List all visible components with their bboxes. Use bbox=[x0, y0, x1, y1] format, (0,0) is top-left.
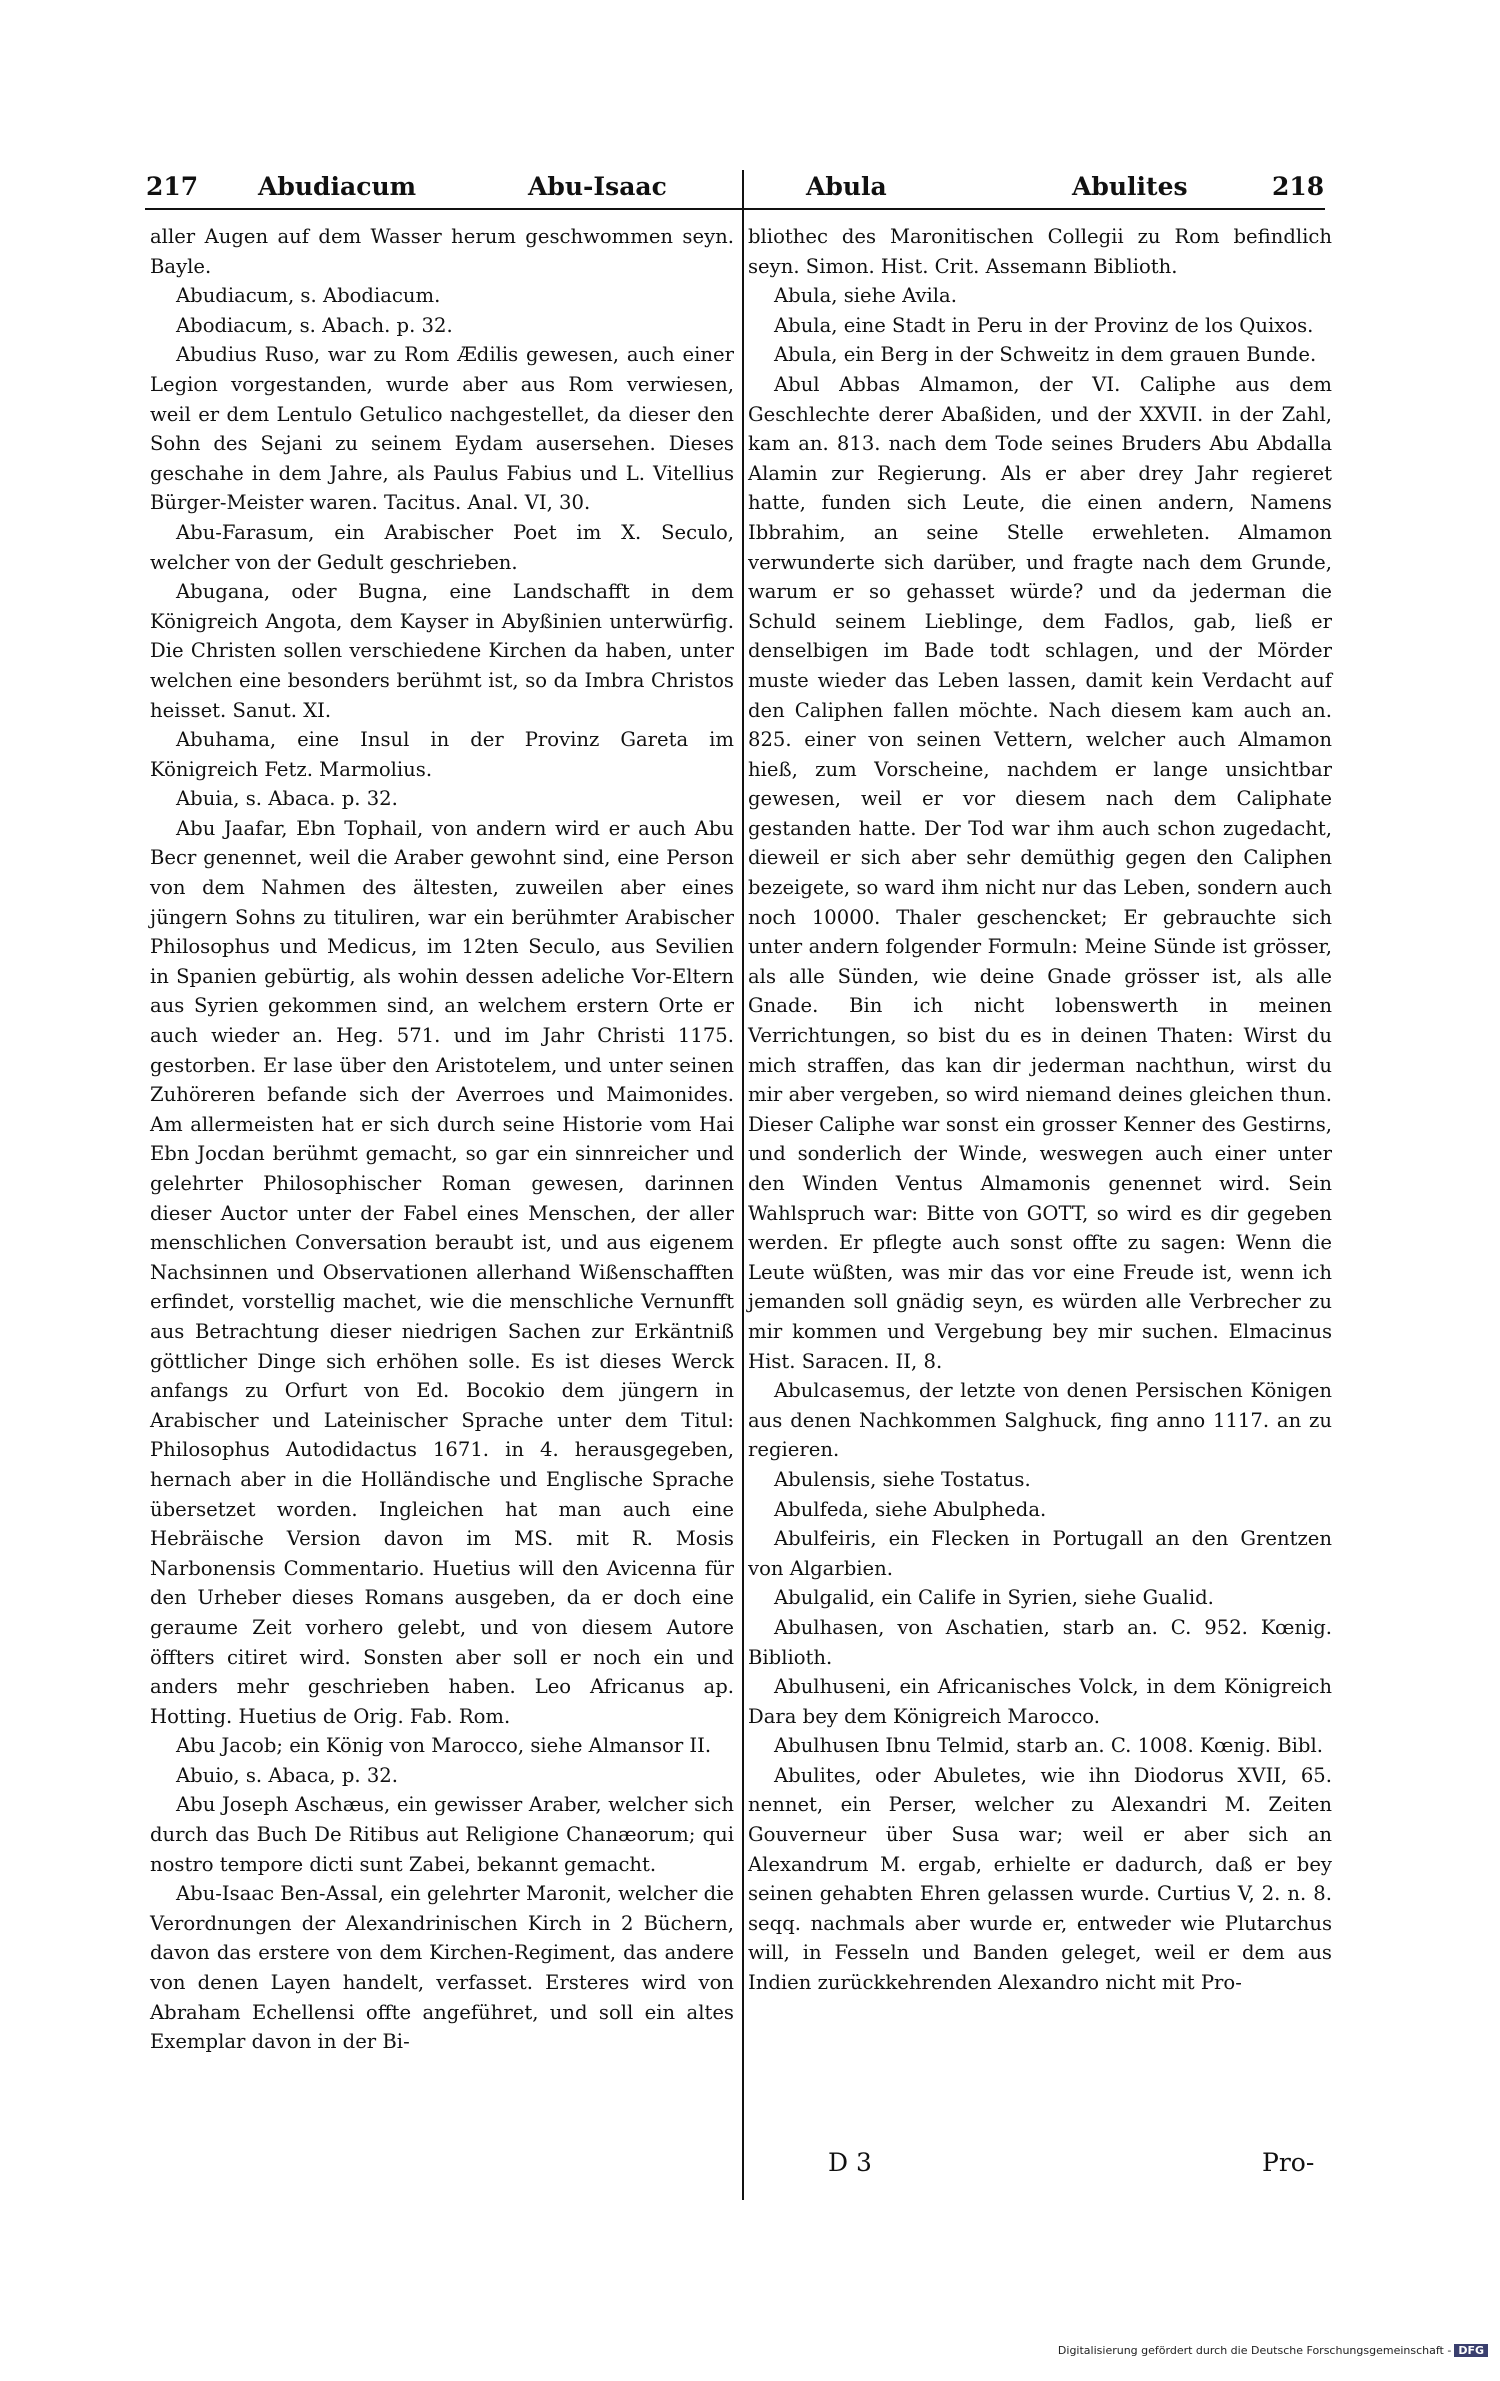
entry-text: Abulensis, siehe Tostatus. bbox=[774, 1467, 1031, 1491]
entry-text: Abulfeda, siehe Abulpheda. bbox=[774, 1497, 1047, 1521]
entry-text: Abula, siehe Avila. bbox=[774, 284, 957, 308]
entry-text: Abulites, oder Abuletes, wie ihn Diodorus XVII, 65. nennet, ein Perser, welcher zu Alexandri M. Zeiten Gouverneur über Susa war; weil er aber sich an Alexandrum M. ergab, erhielte er dadurch, daß er bey seinen gehabten Ehren gelassen wurde. Curtius V, 2. n. 8. seqq. nachmals aber wurde er, entweder wie Plutarchus will, in Fesseln und Banden geleget, weil er dem aus Indien zurückkehrenden Alexandro nicht mit Pro- bbox=[748, 1763, 1332, 1995]
entry-text: Abuia, s. Abaca. p. 32. bbox=[176, 787, 398, 811]
entry-text: aller Augen auf dem Wasser herum geschwommen seyn. Bayle. bbox=[150, 225, 734, 278]
entry-text: Abodiacum, s. Abach. p. 32. bbox=[176, 313, 453, 337]
running-head-3: Abula bbox=[806, 172, 887, 201]
entry-text: Abu Jaafar, Ebn Tophail, von andern wird er auch Abu Becr genennet, weil die Araber gewohnt sind, eine Person von dem Nahmen des ältesten, zuweilen aber eines jüngern Sohns zu tituliren, war ein berühmter Arabischer Philosophus und Medicus, im 12ten Seculo, aus Sevilien in Spanien gebürtig, als wohin dessen adeliche Vor-Eltern aus Syrien gekommen sind, an welchem erstern Orte er auch wieder an. Heg. 571. und im Jahr Christi 1175. gestorben. Er lase über den Aristotelem, und unter seinen Zuhöreren befande sich der Averroes und Maimonides. Am allermeisten hat er sich durch seine Historie vom Hai Ebn Jocdan berühmt gemacht, so gar ein sinnreicher und gelehrter Philosophischer Roman gewesen, darinnen dieser Auctor unter der Fabel eines Menschen, der aller menschlichen Conversation beraubt ist, und aus eigenem Nachsinnen und Observationen allerhand Wißenschafften erfindet, vorstellig machet, wie die menschliche Vernunfft aus Betrachtung dieser niedrigen Sachen zur Erkäntniß göttlicher Dinge sich erhöhen solle. Es ist dieses Werck anfangs zu Orfurt von Ed. Bocokio dem jüngern in Arabischer und Lateinischer Sprache unter dem Titul: Philosophus Autodidactus 1671. in 4. herausgegeben, hernach aber in die Holländische und Englische Sprache übersetzet worden. Ingleichen hat man auch eine Hebräische Version davon im MS. mit R. Mosis Narbonensis Commentario. Huetius will den Avicenna für den Urheber dieses Romans ausgeben, da er doch eine geraume Zeit vorhero gelebt, und von diesem Autore öffters citiret wird. Sonsten aber soll er noch ein und anders mehr geschrieben haben. Leo Africanus ap. Hotting. Huetius de Orig. Fab. Rom. bbox=[150, 816, 734, 1728]
entry-text: Abugana, oder Bugna, eine Landschafft in dem Königreich Angota, dem Kayser in Abyßinien unterwürfig. Die Christen sollen verschiedene Kirchen da haben, unter welchen eine besonders berühmt ist, so da Imbra Christos heisset. Sanut. XI. bbox=[150, 580, 734, 722]
entry-text: Abuio, s. Abaca, p. 32. bbox=[176, 1763, 398, 1787]
signature-mark: D 3 bbox=[828, 2148, 872, 2177]
entry-text: Abudius Ruso, war zu Rom Ædilis gewesen, auch einer Legion vorgestanden, wurde aber aus Rom verwiesen, weil er dem Lentulo Getulico nachgestellet, da dieser den Sohn des Sejani zu seinem Eydam ausersehen. Dieses geschahe in dem Jahre, als Paulus Fabius und L. Vitellius Bürger-Meister waren. Tacitus. Anal. VI, 30. bbox=[150, 343, 734, 515]
page-number-right: 218 bbox=[1272, 172, 1325, 201]
catchword: Pro- bbox=[1262, 2148, 1315, 2177]
entry-text: Abul Abbas Almamon, der VI. Caliphe aus dem Geschlechte derer Abaßiden, und der XXVII. in der Zahl, kam an. 813. nach dem Tode seines Bruders Abu Abdalla Alamin zur Regierung. Als er aber drey Jahr regieret hatte, funden sich Leute, die einen andern, Namens Ibbrahim, an seine Stelle erwehleten. Almamon verwunderte sich darüber, und fragte nach dem Grunde, warum er so gehasset würde? und da jederman die Schuld seinem Lieblinge, dem Fadlos, gab, ließ er denselbigen im Bade todt schlagen, und der Mörder muste wieder das Leben lassen, damit kein Verdacht auf den Caliphen fallen möchte. Nach diesem kam auch an. 825. einer von seinen Vettern, welcher auch Almamon hieß, zum Vorscheine, nachdem er lange unsichtbar gewesen, weil er vor diesem nach dem Caliphate gestanden hatte. Der Tod war ihm auch schon zugedacht, dieweil er sich aber sehr demüthig gegen den Caliphen bezeigete, so ward ihm nicht nur das Leben, sondern auch noch 10000. Thaler geschencket; Er gebrauchte sich unter andern folgender Formuln: Meine Sünde ist grösser, als alle Sünden, wie deine Gnade grösser ist, als alle Gnade. Bin ich nicht lobenswerth in meinen Verrichtungen, so bist du es in deinen Thaten: Wirst du mich straffen, das kan dir jederman nachthun, wirst du mir aber vergeben, so wird niemand deines gleichen thun. Dieser Caliphe war sonst ein grosser Kenner des Gestirns, und sonderlich der Winde, weswegen auch einer unter den Winden Ventus Almamonis genennet wird. Sein Wahlspruch war: Bitte von GOTT, so wird es dir gegeben werden. Er pflegte auch sonst offte zu sagen: Wenn die Leute wüßten, was mir das vor eine Freude ist, wenn ich jemanden soll gnädig seyn, es würden alle Verbrecher zu mir kommen und Vergebung bey mir suchen. Elmacinus Hist. Saracen. II, 8. bbox=[748, 372, 1332, 1373]
header-rule bbox=[145, 208, 1325, 210]
entry-text: Abu-Isaac Ben-Assal, ein gelehrter Maronit, welcher die Verordnungen der Alexandrinischen Kirch in 2 Büchern, davon das erstere von dem Kirchen-Regiment, das andere von denen Layen handelt, verfasset. Ersteres wird von Abraham Echellensi offte angeführet, und soll ein altes Exemplar davon in der Bi- bbox=[150, 1882, 734, 2054]
entry-text: Abulhasen, von Aschatien, starb an. C. 952. Kœnig. Biblioth. bbox=[748, 1615, 1332, 1669]
right-column bbox=[748, 222, 1332, 1998]
digitization-credit bbox=[1058, 2344, 1488, 2357]
entry-text: Abu Joseph Aschæus, ein gewisser Araber, welcher sich durch das Buch De Ritibus aut Religione Chanæorum; qui nostro tempore dicti sunt Zabei, bekannt gemacht. bbox=[150, 1793, 734, 1876]
entry-text: Abu-Farasum, ein Arabischer Poet im X. Seculo, welcher von der Gedult geschrieben. bbox=[150, 520, 734, 574]
entry-text: Abulhusen Ibnu Telmid, starb an. C. 1008. Kœnig. Bibl. bbox=[774, 1734, 1323, 1758]
entry-text: Abu Jacob; ein König von Marocco, siehe Almansor II. bbox=[176, 1734, 712, 1758]
entry-text: Abulfeiris, ein Flecken in Portugall an den Grentzen von Algarbien. bbox=[748, 1527, 1332, 1580]
running-head-2: Abu-Isaac bbox=[528, 172, 667, 201]
entry-text: Abulcasemus, der letzte von denen Persischen Königen aus denen Nachkommen Salghuck, fing anno 1117. an zu regieren. bbox=[748, 1379, 1332, 1462]
dfg-logo: DFG bbox=[1454, 2344, 1488, 2357]
entry-text: Abula, ein Berg in der Schweitz in dem grauen Bunde. bbox=[774, 343, 1317, 367]
page-number-left: 217 bbox=[146, 172, 199, 201]
entry-text: Abula, eine Stadt in Peru in der Provinz de los Quixos. bbox=[774, 313, 1314, 337]
left-column bbox=[150, 222, 734, 2057]
entry-text: Abuhama, eine Insul in der Provinz Gareta im Königreich Fetz. Marmolius. bbox=[150, 728, 734, 781]
entry-text: Abulgalid, ein Calife in Syrien, siehe Gualid. bbox=[774, 1586, 1214, 1610]
credit-text: Digitalisierung gefördert durch die Deutsche Forschungsgemeinschaft - bbox=[1057, 2344, 1452, 2357]
running-head-1: Abudiacum bbox=[258, 172, 417, 201]
entry-text: bliothec des Maronitischen Collegii zu Rom befindlich seyn. Simon. Hist. Crit. Assemann Biblioth. bbox=[748, 225, 1332, 278]
entry-text: Abudiacum, s. Abodiacum. bbox=[176, 284, 441, 308]
column-divider bbox=[742, 170, 744, 2200]
entry-text: Abulhuseni, ein Africanisches Volck, in dem Königreich Dara bey dem Königreich Marocco. bbox=[748, 1675, 1332, 1728]
running-head-4: Abulites bbox=[1072, 172, 1188, 201]
